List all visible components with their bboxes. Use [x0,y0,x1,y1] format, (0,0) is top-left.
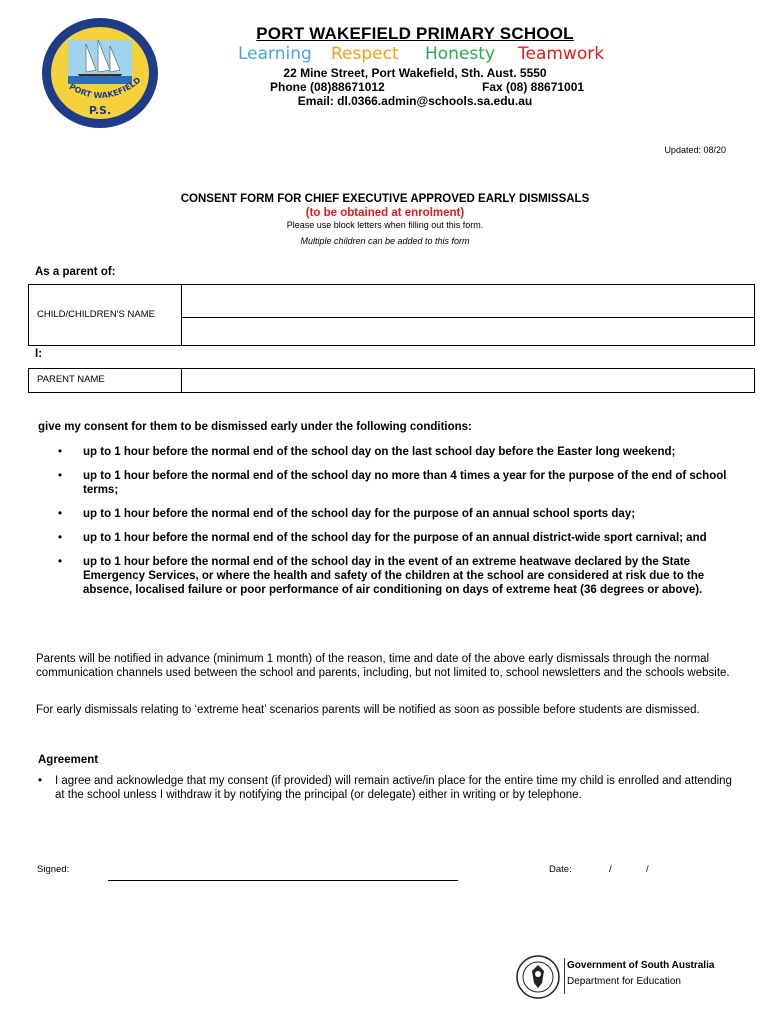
child-name-line [181,317,754,318]
conditions-list [55,445,735,597]
school-name: PORT WAKEFIELD PRIMARY SCHOOL [256,24,574,43]
value-respect: Respect [331,44,399,64]
value-honesty: Honesty [425,44,496,64]
department-name: Department for Education [567,976,681,987]
phone-number: Phone (08)88671012 [270,80,385,94]
i-label: I: [35,348,43,360]
field-divider [181,369,182,392]
list-item: • up to 1 hour before the normal end of the school day on the last school day before the Easter long weekend; [58,446,676,458]
value-learning: Learning [238,44,312,64]
form-note: Multiple children can be added to this form [300,236,470,246]
as-parent-of-label: As a parent of: [35,266,116,278]
logo-ring-text: PORT WAKEFIELD [67,75,143,101]
agreement-heading: Agreement [38,754,99,766]
logo-initials: P.S. [88,104,112,117]
form-instruction: Please use block letters when filling out this form. [286,220,484,230]
list-item: • up to 1 hour before the normal end of the school day for the purpose of an annual school sports day; [58,508,636,520]
date-separator: / [646,864,649,875]
fax-number: Fax (08) 88671001 [482,80,585,94]
parent-name-field[interactable] [28,368,755,393]
footer-divider [564,958,565,994]
school-address: 22 Mine Street, Port Wakefield, Sth. Aust. 5550 [283,66,547,80]
government-seal-icon [516,955,560,999]
child-name-label: CHILD/CHILDREN'S NAME [37,309,155,320]
child-name-field[interactable] [28,284,755,346]
signature-line[interactable] [108,880,458,881]
updated-date: Updated: 08/20 [664,145,726,155]
date-separator: / [609,864,612,875]
form-title: CONSENT FORM FOR CHIEF EXECUTIVE APPROVED EARLY DISMISSALS [180,193,590,205]
list-item: • up to 1 hour before the normal end of the school day no more than 4 times a year for the purpose of the end of school terms; [58,470,727,496]
government-name: Government of South Australia [567,960,715,971]
list-item: • up to 1 hour before the normal end of the school day for the purpose of an annual district-wide sport carnival; and [58,532,707,544]
agreement-text: I agree and acknowledge that my consent (if provided) will remain active/in place for the entire time my child is enrolled and attending at the school unless I withdraw it by notifying the principal (or delegate) either in writing or by telephone. [55,775,732,801]
form-subtitle: (to be obtained at enrolment) [305,207,465,219]
list-item: • up to 1 hour before the normal end of the school day in the event of an extreme heatwave declared by the State Emergency Services, or where the health and safety of the children at the school are considered at risk due to the absence, localised failure or poor performance of air conditioning on days of extreme heat (36 degrees or above). [58,556,705,596]
school-email: Email: dl.0366.admin@schools.sa.edu.au [297,94,533,108]
field-divider [181,285,182,345]
signed-label: Signed: [37,864,70,875]
notification-paragraph: Parents will be notified in advance (minimum 1 month) of the reason, time and date of the above early dismissals through the normal communication channels used between the school and parents, including, but not limited to, school newsletters and the schools website. [36,653,730,679]
heat-paragraph: For early dismissals relating to ‘extreme heat’ scenarios parents will be notified as soon as possible before students are dismissed. [36,704,700,716]
school-logo [40,16,160,130]
date-label: Date: [549,864,572,875]
value-teamwork: Teamwork [518,44,605,64]
consent-intro: give my consent for them to be dismissed early under the following conditions: [38,421,472,433]
parent-name-label: PARENT NAME [37,374,105,385]
